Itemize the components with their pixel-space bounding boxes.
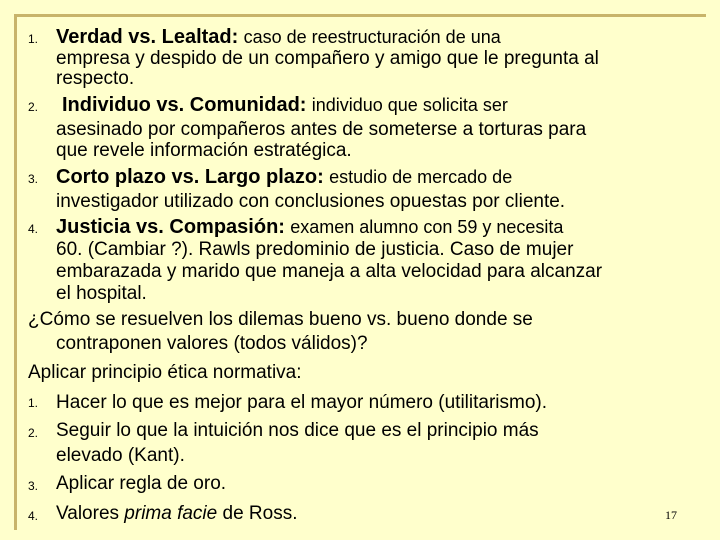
dilemma-line: que revele información estratégica. xyxy=(56,140,352,161)
dilemma-line: investigador utilizado con conclusiones opuestas por cliente. xyxy=(56,191,566,212)
question-line: ¿Cómo se resuelven los dilemas bueno vs. bueno donde se xyxy=(28,309,533,330)
apply-title: Aplicar principio ética normativa: xyxy=(28,362,302,383)
list-number: 2. xyxy=(28,426,39,440)
list-number: 4. xyxy=(28,509,39,523)
dilemma-line: el hospital. xyxy=(56,283,147,304)
dilemma-line: 60. (Cambiar ?). Rawls predominio de justicia. Caso de mujer xyxy=(56,239,574,260)
list-number: 3. xyxy=(28,172,39,186)
list-number: 1. xyxy=(28,396,39,410)
list-number: 1. xyxy=(28,32,39,46)
principle-text: Hacer lo que es mejor para el mayor número (utilitarismo). xyxy=(56,392,548,413)
principle-text: Valores prima facie de Ross. xyxy=(56,503,298,524)
principle-text: Aplicar regla de oro. xyxy=(56,473,227,494)
top-border-line xyxy=(14,14,706,17)
dilemma-title: Verdad vs. Lealtad: xyxy=(56,26,239,48)
dilemma-title: Justicia vs. Compasión: xyxy=(56,216,285,238)
left-border-line xyxy=(14,14,17,530)
page-number: 17 xyxy=(665,508,677,522)
dilemma-line: asesinado por compañeros antes de someterse a torturas para xyxy=(56,119,587,140)
dilemma-4-line-1: Justicia vs. Compasión: examen alumno con 59 y necesita xyxy=(56,216,564,238)
principle-text: elevado (Kant). xyxy=(56,445,185,466)
dilemma-line: empresa y despido de un compañero y amigo que le pregunta al xyxy=(56,48,599,69)
list-number: 2. xyxy=(28,100,39,114)
list-number: 3. xyxy=(28,479,39,493)
dilemma-title: Corto plazo vs. Largo plazo: xyxy=(56,166,324,188)
question-line: contraponen valores (todos válidos)? xyxy=(56,333,368,354)
dilemma-3-line-1: Corto plazo vs. Largo plazo: estudio de mercado de xyxy=(56,166,513,188)
dilemma-line: embarazada y marido que maneja a alta velocidad para alcanzar xyxy=(56,261,603,282)
dilemma-line: respecto. xyxy=(56,68,135,89)
dilemma-1-line-1: Verdad vs. Lealtad: caso de reestructuración de una xyxy=(56,26,501,48)
list-number: 4. xyxy=(28,222,39,236)
principle-text: Seguir lo que la intuición nos dice que es el principio más xyxy=(56,420,539,441)
dilemma-title: Individuo vs. Comunidad: xyxy=(62,94,307,116)
dilemma-2-line-1: Individuo vs. Comunidad: individuo que solicita ser xyxy=(62,94,508,116)
